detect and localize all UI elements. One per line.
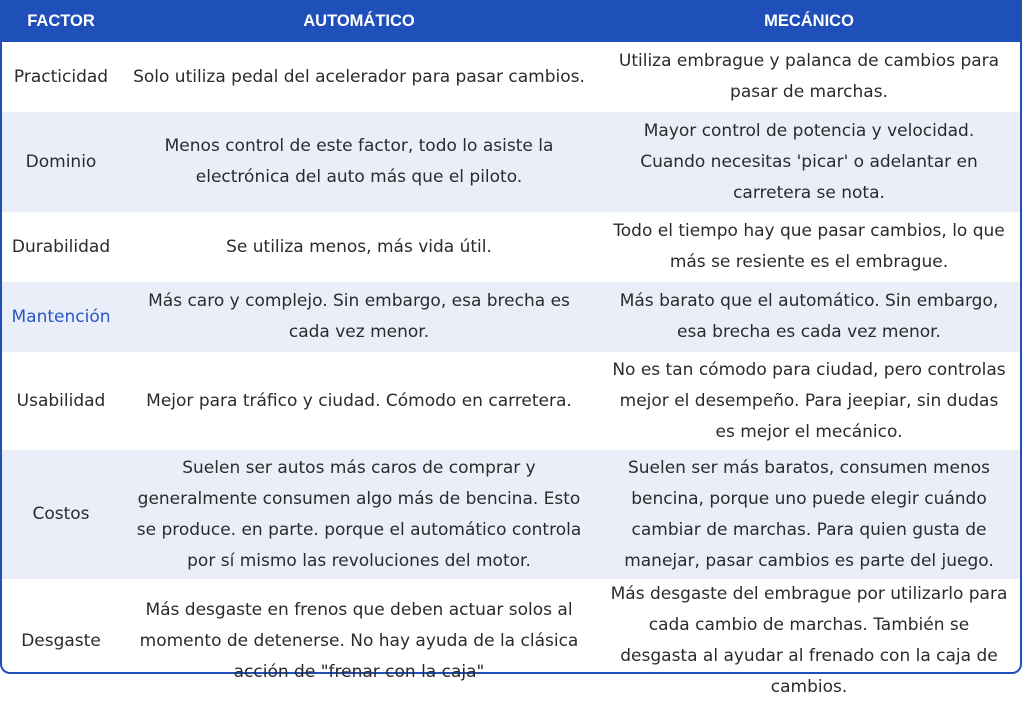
factor-cell: Dominio: [2, 112, 120, 212]
table-body: [2, 42, 1020, 703]
comparison-table-grid: [2, 0, 1020, 703]
mecanico-cell: Más desgaste del embrague por utilizarlo para cada cambio de marchas. También se desgasta al ayudar al frenado con la caja de cambios.: [610, 584, 1008, 697]
table-row: [2, 450, 1020, 579]
automatico-cell: Más desgaste en frenos que deben actuar solos al momento de detenerse. No hay ayuda de la clásica acción de "frenar con la caja": [139, 599, 579, 682]
table-row: [2, 112, 1020, 212]
factor-cell: Practicidad: [13, 66, 109, 87]
table-row: [2, 352, 1020, 450]
factor-cell: Usabilidad: [16, 390, 106, 411]
header-factor: FACTOR: [2, 0, 120, 42]
mecanico-cell: Utiliza embrague y palanca de cambios para pasar de marchas.: [618, 51, 1000, 102]
factor-link-mantencion[interactable]: Mantención: [2, 282, 120, 352]
mecanico-cell: Todo el tiempo hay que pasar cambios, lo que más se resiente es el embrague.: [613, 221, 1005, 272]
automatico-cell: Suelen ser autos más caros de comprar y generalmente consumen algo más de bencina. Esto se produce. en parte. porque el automático controla por sí mismo las revoluciones del motor.: [120, 450, 598, 579]
table-row: [2, 42, 1020, 112]
mecanico-cell: Más barato que el automático. Sin embargo, esa brecha es cada vez menor.: [598, 282, 1020, 352]
table-row: [2, 579, 1020, 703]
header-mecanico: MECÁNICO: [598, 0, 1020, 42]
header-automatico: AUTOMÁTICO: [120, 0, 598, 42]
table-row: [2, 282, 1020, 352]
factor-cell: Costos: [2, 450, 120, 579]
table-row: [2, 212, 1020, 282]
factor-cell: Desgaste: [21, 630, 101, 651]
automatico-cell: Se utiliza menos, más vida útil.: [226, 236, 492, 257]
mecanico-cell: Mayor control de potencia y velocidad. Cuando necesitas 'picar' o adelantar en carretera se nota.: [598, 112, 1020, 212]
mecanico-cell: Suelen ser más baratos, consumen menos bencina, porque uno puede elegir cuándo cambiar de marchas. Para quien gusta de manejar, pasar cambios es parte del juego.: [598, 450, 1020, 579]
automatico-cell: Más caro y complejo. Sin embargo, esa brecha es cada vez menor.: [120, 282, 598, 352]
automatico-cell: Mejor para tráfico y ciudad. Cómodo en carretera.: [146, 390, 572, 411]
table-header: [2, 0, 1020, 42]
automatico-cell: Menos control de este factor, todo lo asiste la electrónica del auto más que el piloto.: [120, 112, 598, 212]
factor-cell: Durabilidad: [11, 236, 111, 257]
mecanico-cell: No es tan cómodo para ciudad, pero controlas mejor el desempeño. Para jeepiar, sin dudas es mejor el mecánico.: [612, 359, 1006, 442]
automatico-cell: Solo utiliza pedal del acelerador para pasar cambios.: [133, 66, 585, 87]
header-row: [2, 0, 1020, 42]
